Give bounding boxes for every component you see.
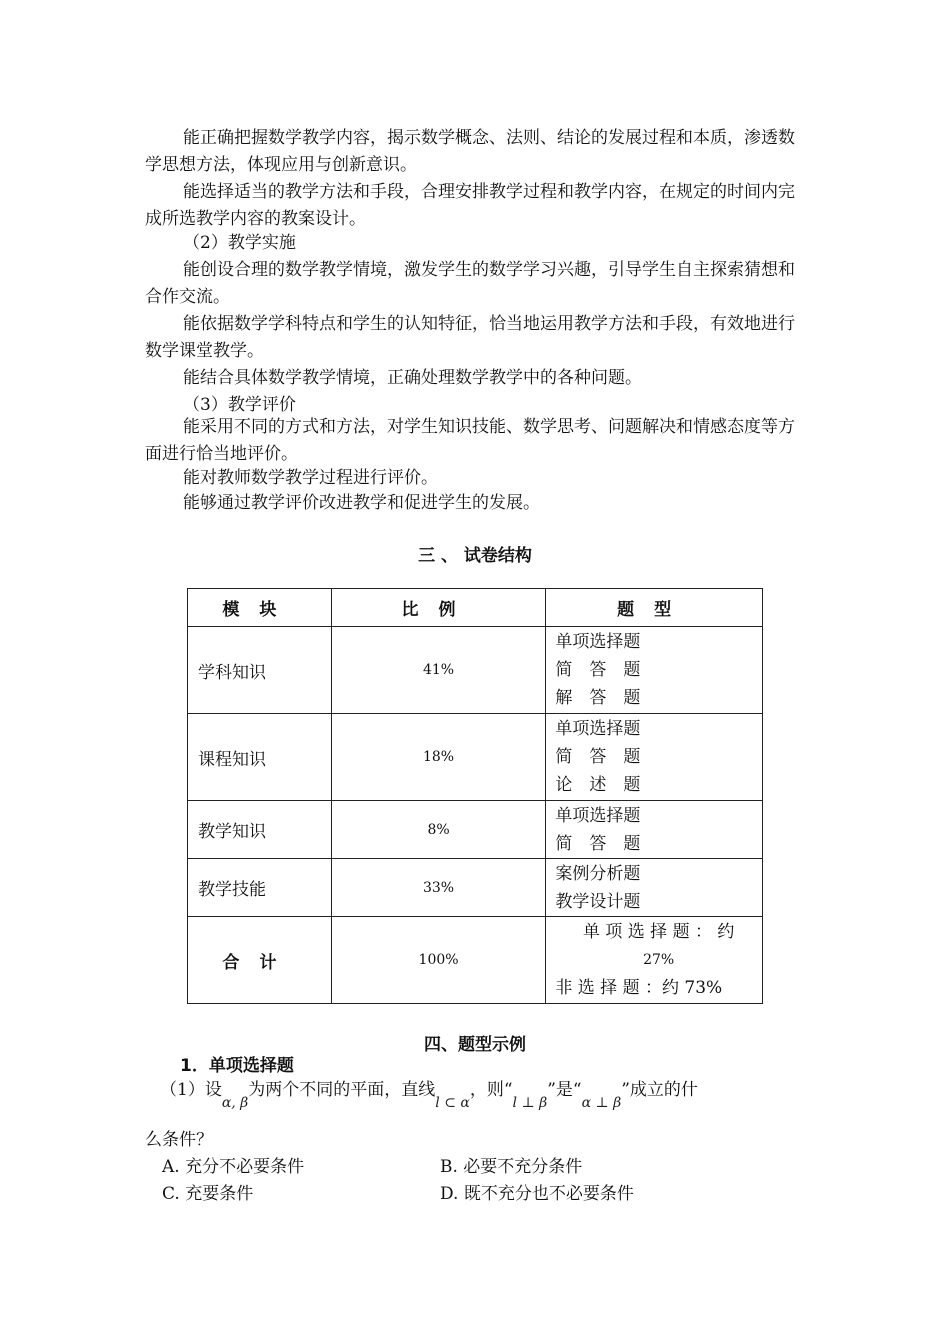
table-row — [188, 714, 763, 801]
type-item: 论 述 题 — [555, 775, 641, 795]
question-text: 为两个不同的平面，直线 — [248, 1080, 436, 1100]
ratio-cell: 18% — [331, 714, 546, 801]
type-item: 简 答 题 — [555, 833, 641, 854]
table-total-row — [188, 917, 763, 1004]
subheading-teaching-implementation: （2）教学实施 — [183, 233, 296, 253]
module-cell: 教学知识 — [188, 801, 332, 859]
section-title-question-examples: 四、题型示例 — [424, 1035, 526, 1055]
header-ratio: 比例 — [331, 589, 546, 627]
math-l-perp-beta: l ⊥ β — [512, 1095, 548, 1111]
type-item: 案例分析题 — [555, 863, 641, 884]
paragraph-problem-handling: 能结合具体数学教学情境，正确处理数学教学中的各种问题。 — [183, 368, 642, 388]
section-title-exam-structure: 三 、 试卷结构 — [418, 546, 532, 566]
type-item: 单项选择题 — [555, 632, 641, 652]
question-text: ，则“ — [469, 1080, 513, 1100]
table-header-row — [188, 589, 763, 627]
type-item: 简 答 题 — [555, 747, 641, 767]
question-text: ”是“ — [547, 1080, 582, 1100]
type-item: 解 答 题 — [555, 688, 641, 708]
header-question-type: 题型 — [546, 589, 763, 627]
type-item: 简 答 题 — [555, 660, 641, 680]
option-c: C. 充要条件 — [162, 1184, 254, 1204]
type-item: 教学设计题 — [555, 891, 641, 912]
math-alpha-beta: α, β — [221, 1095, 249, 1111]
header-module: 模块 — [188, 589, 332, 627]
paragraph-discipline-features: 能依据数学学科特点和学生的认知特征，恰当地运用教学方法和手段，有效地进行数学课堂教学。 — [145, 314, 795, 361]
math-l-subset-alpha: l ⊂ α — [435, 1095, 470, 1111]
table-row — [188, 627, 763, 714]
table-row — [188, 801, 763, 859]
module-cell: 课程知识 — [188, 714, 332, 801]
types-cell — [546, 801, 763, 859]
ratio-cell: 33% — [331, 859, 546, 917]
question-type-heading: 1．单项选择题 — [180, 1056, 294, 1076]
exam-structure-table — [187, 588, 763, 1004]
types-cell — [546, 859, 763, 917]
option-d: D. 既不充分也不必要条件 — [440, 1184, 634, 1204]
option-a: A. 充分不必要条件 — [162, 1157, 305, 1177]
paragraph-situation: 能创设合理的数学教学情境，激发学生的数学学习兴趣，引导学生自主探索猜想和合作交流。 — [145, 260, 795, 307]
total-type-line: 非 选 择 题 ：约 73% — [555, 978, 723, 998]
table-row — [188, 859, 763, 917]
total-type-line: 27% — [643, 952, 675, 968]
question-1 — [160, 1077, 810, 1111]
total-type-line: 单 项 选 择 题 ： 约 — [582, 922, 735, 942]
type-item: 单项选择题 — [555, 719, 641, 739]
type-item: 单项选择题 — [555, 805, 641, 826]
question-1-continued: 么条件？ — [145, 1130, 213, 1150]
ratio-cell: 8% — [331, 801, 546, 859]
module-cell: 教学技能 — [188, 859, 332, 917]
paragraph-teacher-evaluation: 能对教师数学教学过程进行评价。 — [183, 468, 438, 488]
math-alpha-perp-beta: α ⊥ β — [581, 1095, 622, 1111]
option-b: B. 必要不充分条件 — [440, 1157, 583, 1177]
paragraph-method-selection: 能选择适当的教学方法和手段，合理安排教学过程和教学内容，在规定的时间内完成所选教学内容的教案设计。 — [145, 182, 795, 229]
total-ratio: 100% — [331, 917, 546, 1004]
paragraph-evaluation-methods: 能采用不同的方式和方法，对学生知识技能、数学思考、问题解决和情感态度等方面进行恰当地评价。 — [145, 417, 795, 464]
total-label: 合计 — [188, 917, 332, 1004]
paragraph-content-grasp: 能正确把握数学教学内容，揭示数学概念、法则、结论的发展过程和本质，渗透数学思想方法，体现应用与创新意识。 — [145, 128, 795, 175]
ratio-cell: 41% — [331, 627, 546, 714]
subheading-teaching-evaluation: （3）教学评价 — [183, 395, 296, 415]
total-types-cell — [546, 917, 763, 1004]
paragraph-improve-teaching: 能够通过教学评价改进教学和促进学生的发展。 — [183, 493, 540, 513]
question-prefix: （1）设 — [160, 1080, 222, 1100]
types-cell — [546, 627, 763, 714]
types-cell — [546, 714, 763, 801]
question-text: ”成立的什 — [621, 1080, 698, 1100]
module-cell: 学科知识 — [188, 627, 332, 714]
